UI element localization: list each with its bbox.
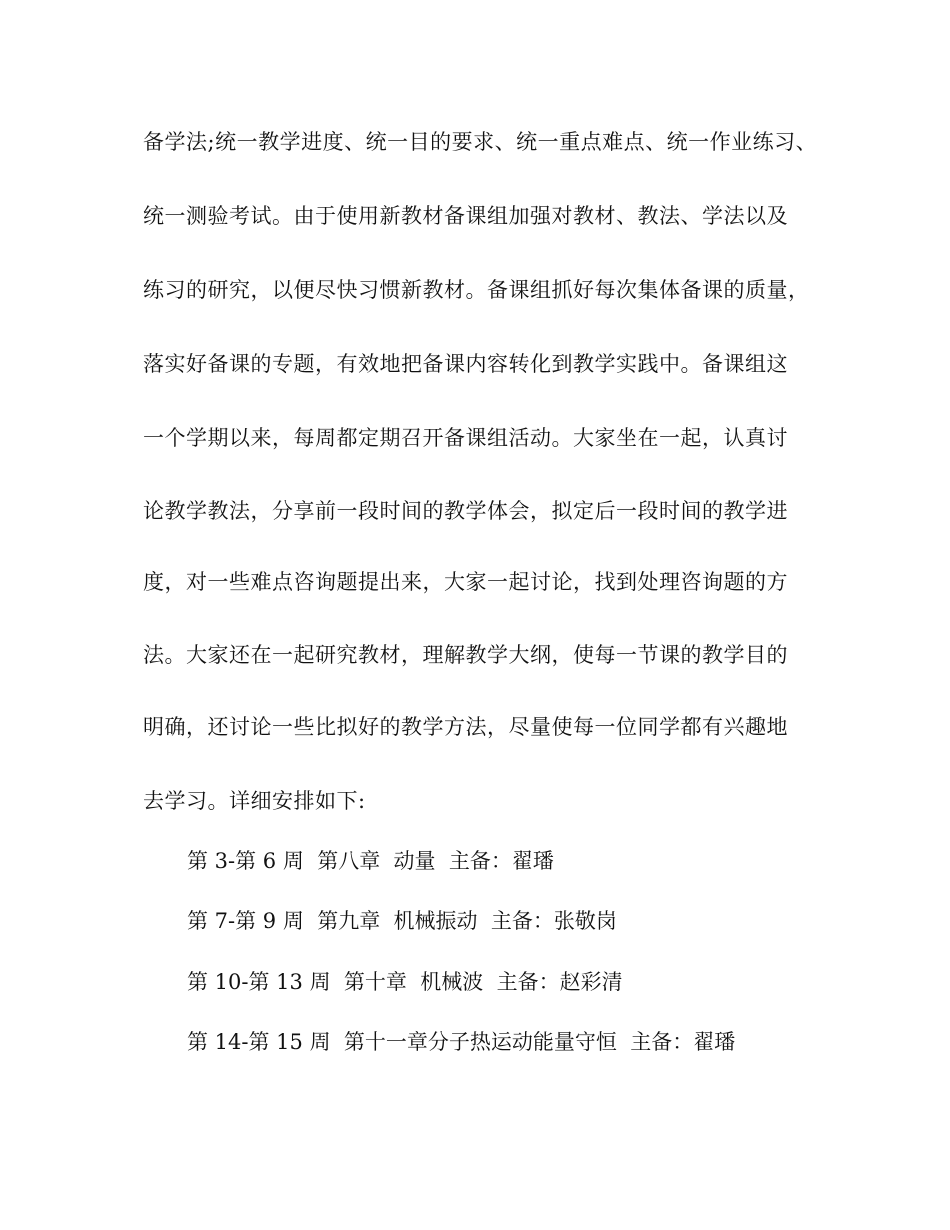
paragraph-line: 去学习。详细安排如下: (143, 789, 366, 813)
schedule-item: 第 14-第 15 周 第十一章分子热运动能量守恒 主备：翟璠 (187, 1030, 736, 1054)
paragraph-line: 备学法;统一教学进度、统一目的要求、统一重点难点、统一作业练习、 (143, 130, 818, 154)
paragraph-line: 练习的研究，以便尽快习惯新教材。备课组抓好每次集体备课的质量， (143, 278, 810, 302)
schedule-item: 第 10-第 13 周 第十章 机械波 主备：赵彩清 (187, 970, 623, 994)
paragraph-line: 明确，还讨论一些比拟好的教学方法，尽量使每一位同学都有兴趣地 (143, 715, 788, 739)
paragraph-line: 法。大家还在一起研究教材，理解教学大纲，使每一节课的教学目的 (143, 643, 788, 667)
paragraph-line: 度，对一些难点咨询题提出来，大家一起讨论，找到处理咨询题的方 (143, 570, 788, 594)
schedule-item: 第 7-第 9 周 第九章 机械振动 主备：张敬岗 (187, 909, 617, 933)
schedule-item: 第 3-第 6 周 第八章 动量 主备：翟璠 (187, 849, 554, 873)
paragraph-line: 论教学教法，分享前一段时间的教学体会，拟定后一段时间的教学进 (143, 499, 788, 523)
paragraph-line: 统一测验考试。由于使用新教材备课组加强对教材、教法、学法以及 (143, 204, 788, 228)
paragraph-line: 一个学期以来，每周都定期召开备课组活动。大家坐在一起，认真讨 (143, 426, 788, 450)
paragraph-line: 落实好备课的专题，有效地把备课内容转化到教学实践中。备课组这 (143, 352, 788, 376)
